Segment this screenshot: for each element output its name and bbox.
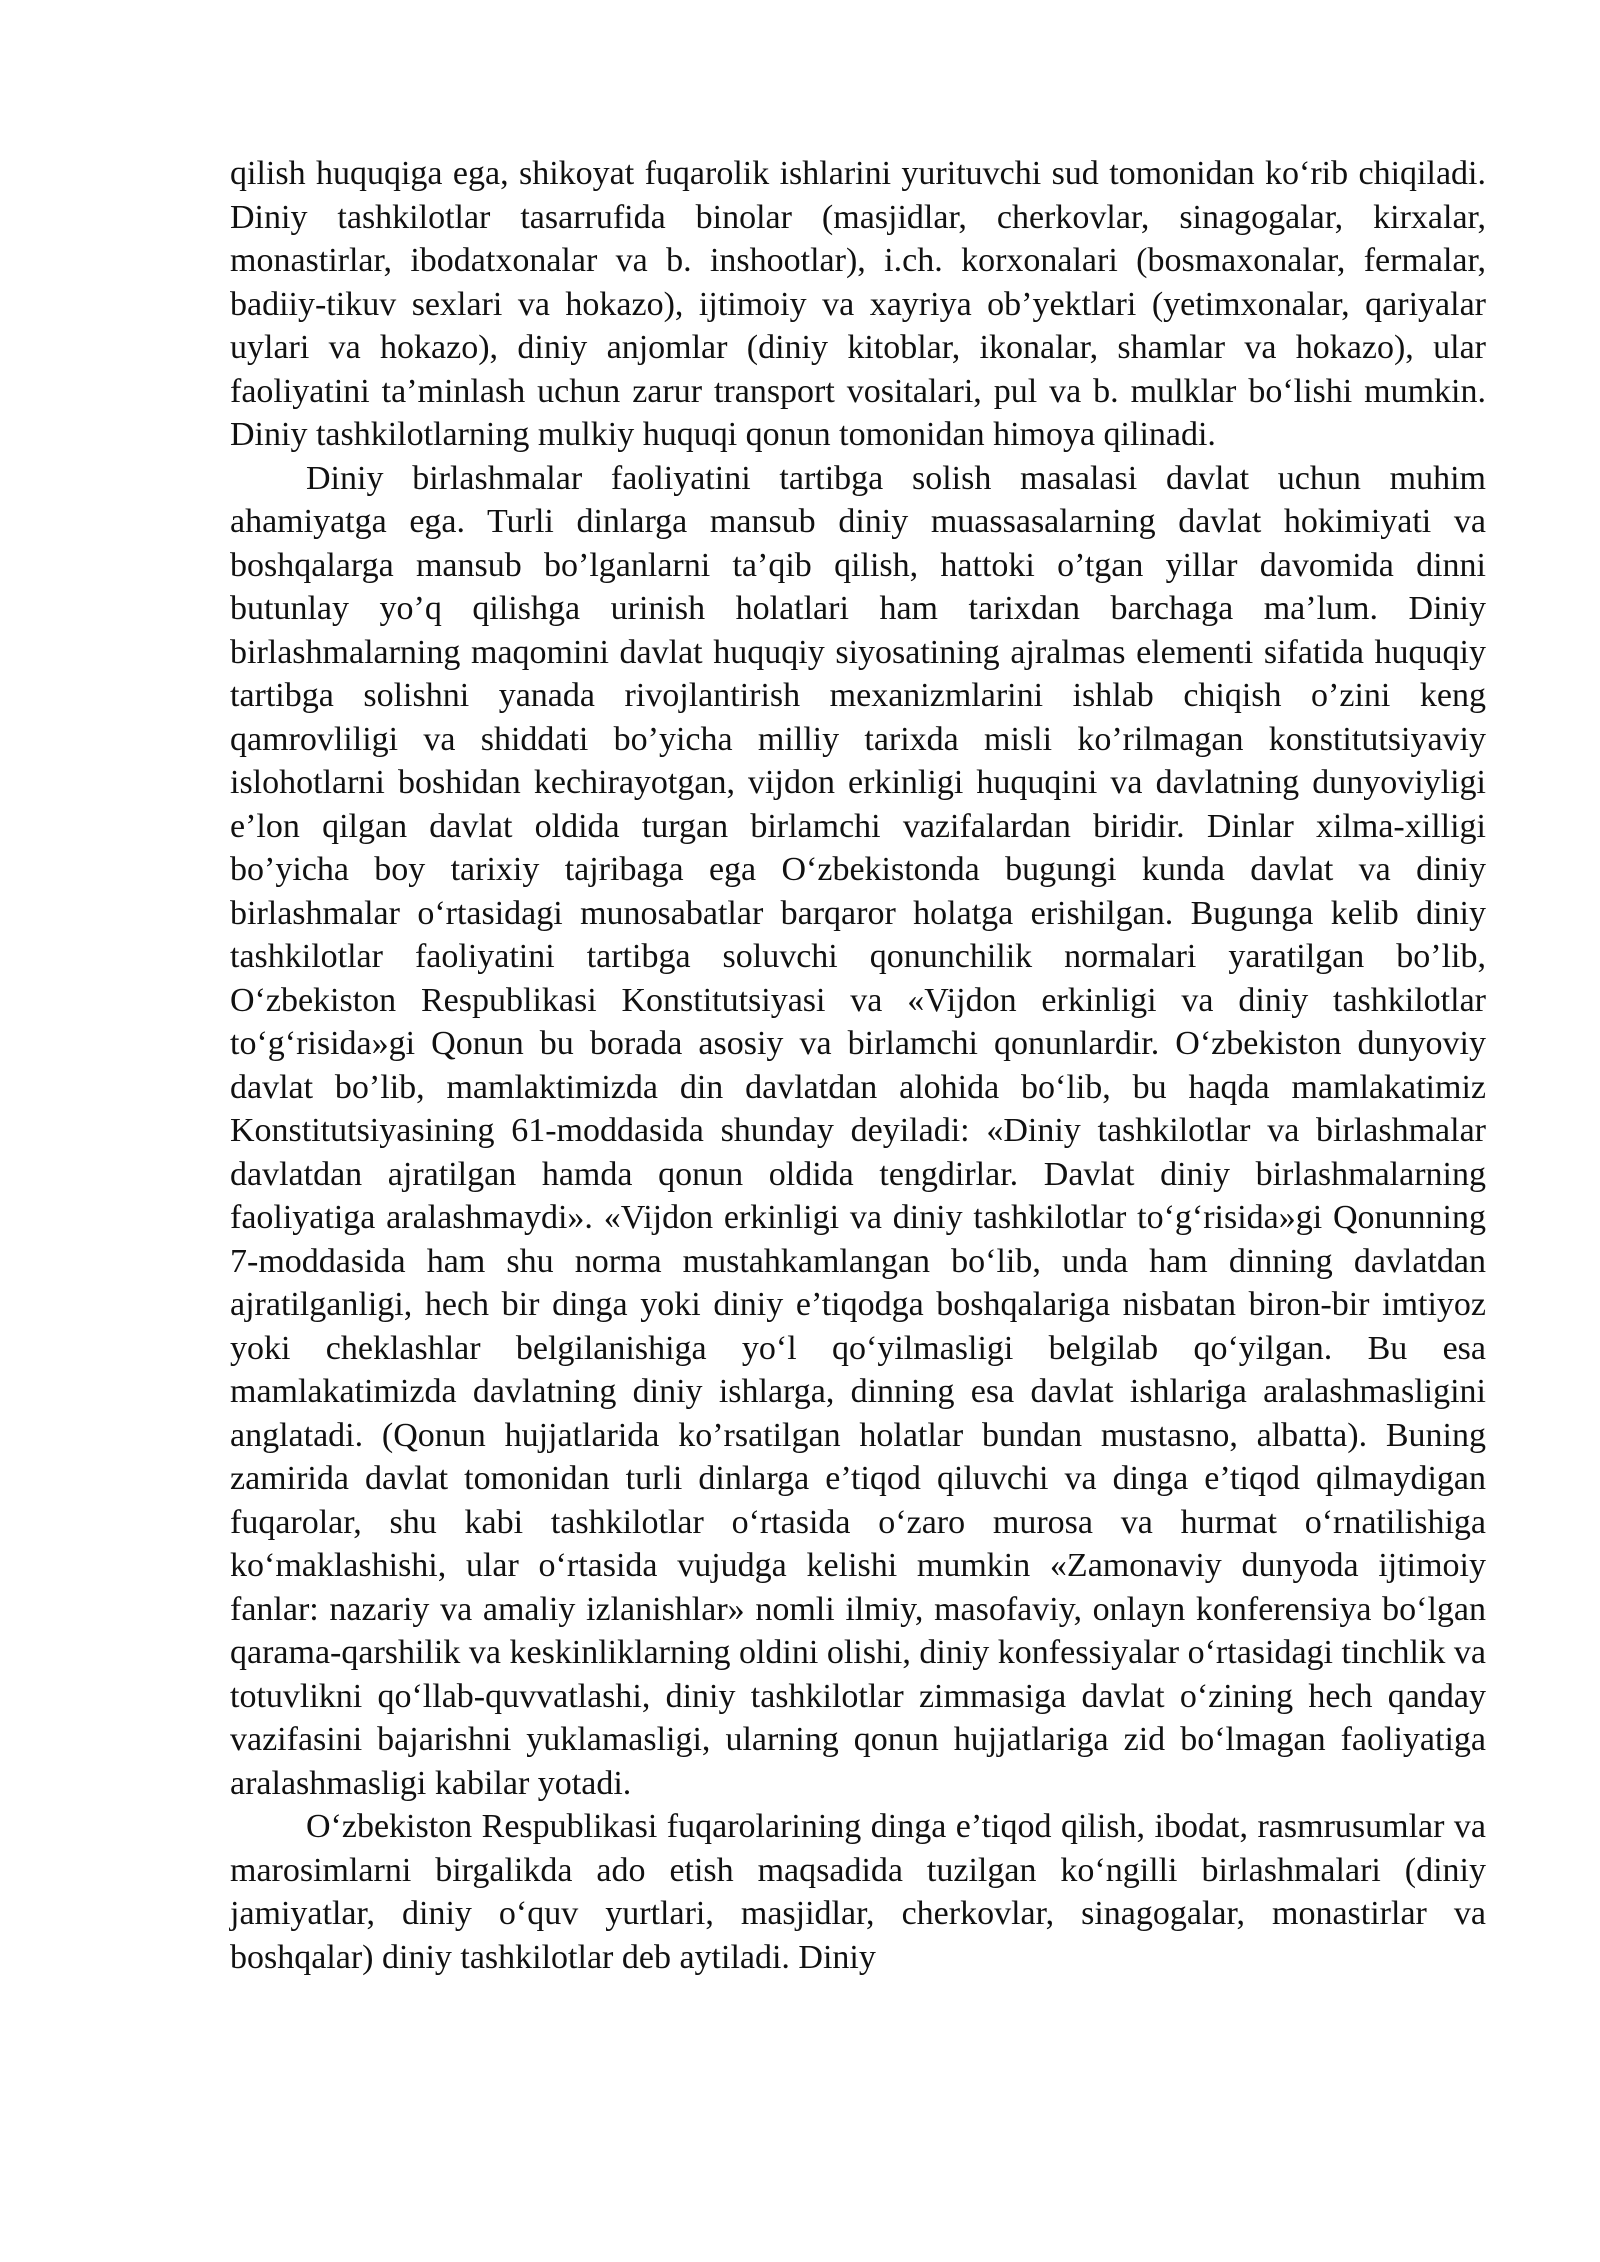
paragraph-state-regulation: Diniy birlashmalar faoliyatini tartibga solish masalasi davlat uchun muhim ahamiyatga ega. Turli dinlarga mansub diniy muassasalarning davlat hokimiyati va boshqalarga mansub bo’lganlarni ta’qib qilish, hattoki o’tgan yillar davomida dinni butunlay yo’q qilishga urinish holatlari ham tarixdan barchaga ma’lum. Diniy birlashmalarning maqomini davlat huquqiy siyosatining ajralmas elementi sifatida huquqiy tartibga solishni yanada rivojlantirish mexanizmlarini ishlab chiqish o’zini keng qamrovliligi va shiddati bo’yicha milliy tarixda misli ko’rilmagan konstitutsiyaviy islohotlarni boshidan kechirayotgan, vijdon erkinligi huquqini va davlatning dunyoviyligi e’lon qilgan davlat oldida turgan birlamchi vazifalardan biridir. Dinlar xilma-xilligi bo’yicha boy tarixiy tajribaga ega O‘zbekistonda bugungi kunda davlat va diniy birlashmalar o‘rtasidagi munosabatlar barqaror holatga erishilgan. Bugunga kelib diniy tashkilotlar faoliyatini tartibga soluvchi qonunchilik normalari yaratilgan bo’lib, O‘zbekiston Respublikasi Konstitutsiyasi va «Vijdon erkinligi va diniy tashkilotlar to‘g‘risida»gi Qonun bu borada asosiy va birlamchi qonunlardir. O‘zbekiston dunyoviy davlat bo’lib, mamlaktimizda din davlatdan alohida bo‘lib, bu haqda mamlakatimiz Konstitutsiyasining 61-moddasida shunday deyiladi: «Diniy tashkilotlar va birlashmalar davlatdan ajratilgan hamda qonun oldida tengdirlar. Davlat diniy birlashmalarning faoliyatiga aralashmaydi». «Vijdon erkinligi va diniy tashkilotlar to‘g‘risida»gi Qonunning 7-moddasida ham shu norma mustahkamlangan bo‘lib, unda ham dinning davlatdan ajratilganligi, hech bir dinga yoki diniy e’tiqodga boshqalariga nisbatan biron-bir imtiyoz yoki cheklashlar belgilanishiga yo‘l qo‘yilmasligi belgilab qo‘yilgan. Bu esa mamlakatimizda davlatning diniy ishlarga, dinning esa davlat ishlariga aralashmasligini anglatadi. (Qonun hujjatlarida ko’rsatilgan holatlar bundan mustasno, albatta). Buning zamirida davlat tomonidan turli dinlarga e’tiqod qiluvchi va dinga e’tiqod qilmaydigan fuqarolar, shu kabi tashkilotlar o‘rtasida o‘zaro murosa va hurmat o‘rnatilishiga ko‘maklashishi, ular o‘rtasida vujudga kelishi mumkin «Zamonaviy dunyoda ijtimoiy fanlar: nazariy va amaliy izlanishlar» nomli ilmiy, masofaviy, onlayn konferensiya bo‘lgan qarama-qarshilik va keskinliklarning oldini olishi, diniy konfessiyalar o‘rtasidagi tinchlik va totuvlikni qo‘llab-quvvatlashi, diniy tashkilotlar zimmasiga davlat o‘zining hech qanday vazifasini bajarishni yuklamasligi, ularning qonun hujjatlariga zid bo‘lmagan faoliyatiga aralashmasligi kabilar yotadi.: [230, 459, 1486, 1802]
document-page: [230, 152, 1486, 1979]
paragraph-property-rights: qilish huquqiga ega, shikoyat fuqarolik ishlarini yurituvchi sud tomonidan ko‘rib chiqiladi. Diniy tashkilotlar tasarrufida binolar (masjidlar, cherkovlar, sinagogalar, kirxalar, monastirlar, ibodatxonalar va b. inshootlar), i.ch. korxonalari (bosmaxonalar, fermalar, badiiy-tikuv sexlari va hokazo), ijtimoiy va xayriya ob’yektlari (yetimxonalar, qariyalar uylari va hokazo), diniy anjomlar (diniy kitoblar, ikonalar, shamlar va hokazo), ular faoliyatini ta’minlash uchun zarur transport vositalari, pul va b. mulklar bo‘lishi mumkin. Diniy tashkilotlarning mulkiy huquqi qonun tomonidan himoya qilinadi.: [230, 155, 1486, 453]
paragraph-religious-organizations-definition: O‘zbekiston Respublikasi fuqarolarining dinga e’tiqod qilish, ibodat, rasmrusumlar va marosimlarni birgalikda ado etish maqsadida tuzilgan ko‘ngilli birlashmalari (diniy jamiyatlar, diniy o‘quv yurtlari, masjidlar, cherkovlar, sinagogalar, monastirlar va boshqalar) diniy tashkilotlar deb aytiladi. Diniy: [230, 1808, 1486, 1976]
